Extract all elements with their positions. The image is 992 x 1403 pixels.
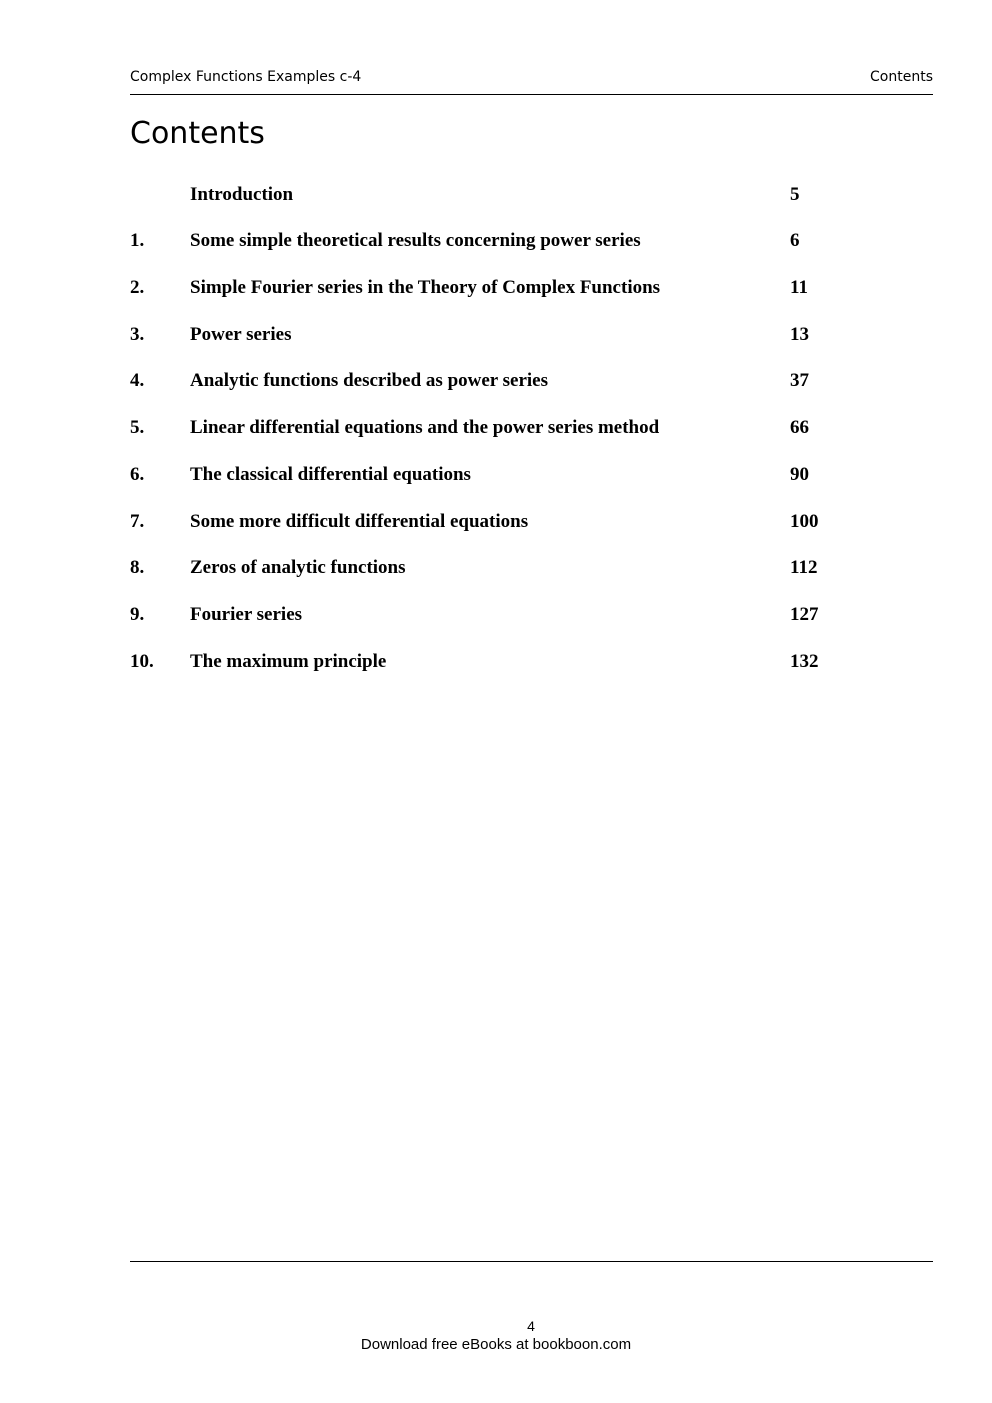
toc-entry-page: 90 (790, 464, 809, 485)
toc-entry-page: 66 (790, 417, 809, 438)
toc-entry-title: Some simple theoretical results concerning power series (190, 230, 641, 251)
toc-entry-8[interactable] (0, 555, 992, 581)
toc-entry-2[interactable] (0, 275, 992, 301)
toc-entry-number: 10. (130, 651, 154, 672)
toc-entry-page: 13 (790, 324, 809, 345)
toc-entry-10[interactable] (0, 649, 992, 675)
toc-entry-6[interactable] (0, 462, 992, 488)
toc-entry-number: 4. (130, 370, 145, 391)
toc-entry-page: 11 (790, 277, 808, 298)
toc-entry-title: Fourier series (190, 604, 303, 625)
toc-entry-title: Analytic functions described as power series (190, 370, 548, 391)
footer-download-link[interactable]: Download free eBooks at bookboon.com (360, 1336, 632, 1353)
toc-entry-number: 7. (130, 511, 145, 532)
header-divider (130, 94, 933, 95)
toc-entry-page: 100 (790, 511, 819, 532)
toc-entry-title: The maximum principle (190, 651, 387, 672)
toc-entry-number: 2. (130, 277, 145, 298)
toc-entry-number: 1. (130, 230, 145, 251)
toc-entry-number: 6. (130, 464, 145, 485)
toc-entry-title: Linear differential equations and the power series method (190, 417, 660, 438)
toc-entry-1[interactable] (0, 228, 992, 254)
page-title: Contents (130, 116, 265, 151)
toc-entry-title: Simple Fourier series in the Theory of Complex Functions (190, 277, 661, 298)
toc-entry-4[interactable] (0, 368, 992, 394)
running-header-section: Contents (870, 69, 933, 85)
toc-entry-7[interactable] (0, 509, 992, 535)
toc-entry-3[interactable] (0, 322, 992, 348)
toc-entry-title: Zeros of analytic functions (190, 557, 406, 578)
page-number: 4 (527, 1318, 535, 1334)
toc-entry-page: 5 (790, 184, 800, 205)
toc-entry-number: 3. (130, 324, 145, 345)
toc-entry-title: Introduction (190, 184, 294, 205)
toc-entry-5[interactable] (0, 415, 992, 441)
toc-entry-number: 9. (130, 604, 145, 625)
toc-entry-page: 6 (790, 230, 800, 251)
toc-entry-introduction[interactable] (0, 182, 992, 208)
toc-entry-number: 8. (130, 557, 145, 578)
toc-entry-page: 112 (790, 557, 818, 578)
toc-entry-title: Some more difficult differential equations (190, 511, 529, 532)
toc-entry-page: 37 (790, 370, 809, 391)
toc-entry-page: 132 (790, 651, 819, 672)
toc-entry-page: 127 (790, 604, 819, 625)
toc-entry-title: Power series (190, 324, 292, 345)
toc-entry-number: 5. (130, 417, 145, 438)
running-header-title: Complex Functions Examples c-4 (130, 69, 362, 85)
footer-divider (130, 1261, 933, 1262)
toc-entry-9[interactable] (0, 602, 992, 628)
toc-entry-title: The classical differential equations (190, 464, 471, 485)
